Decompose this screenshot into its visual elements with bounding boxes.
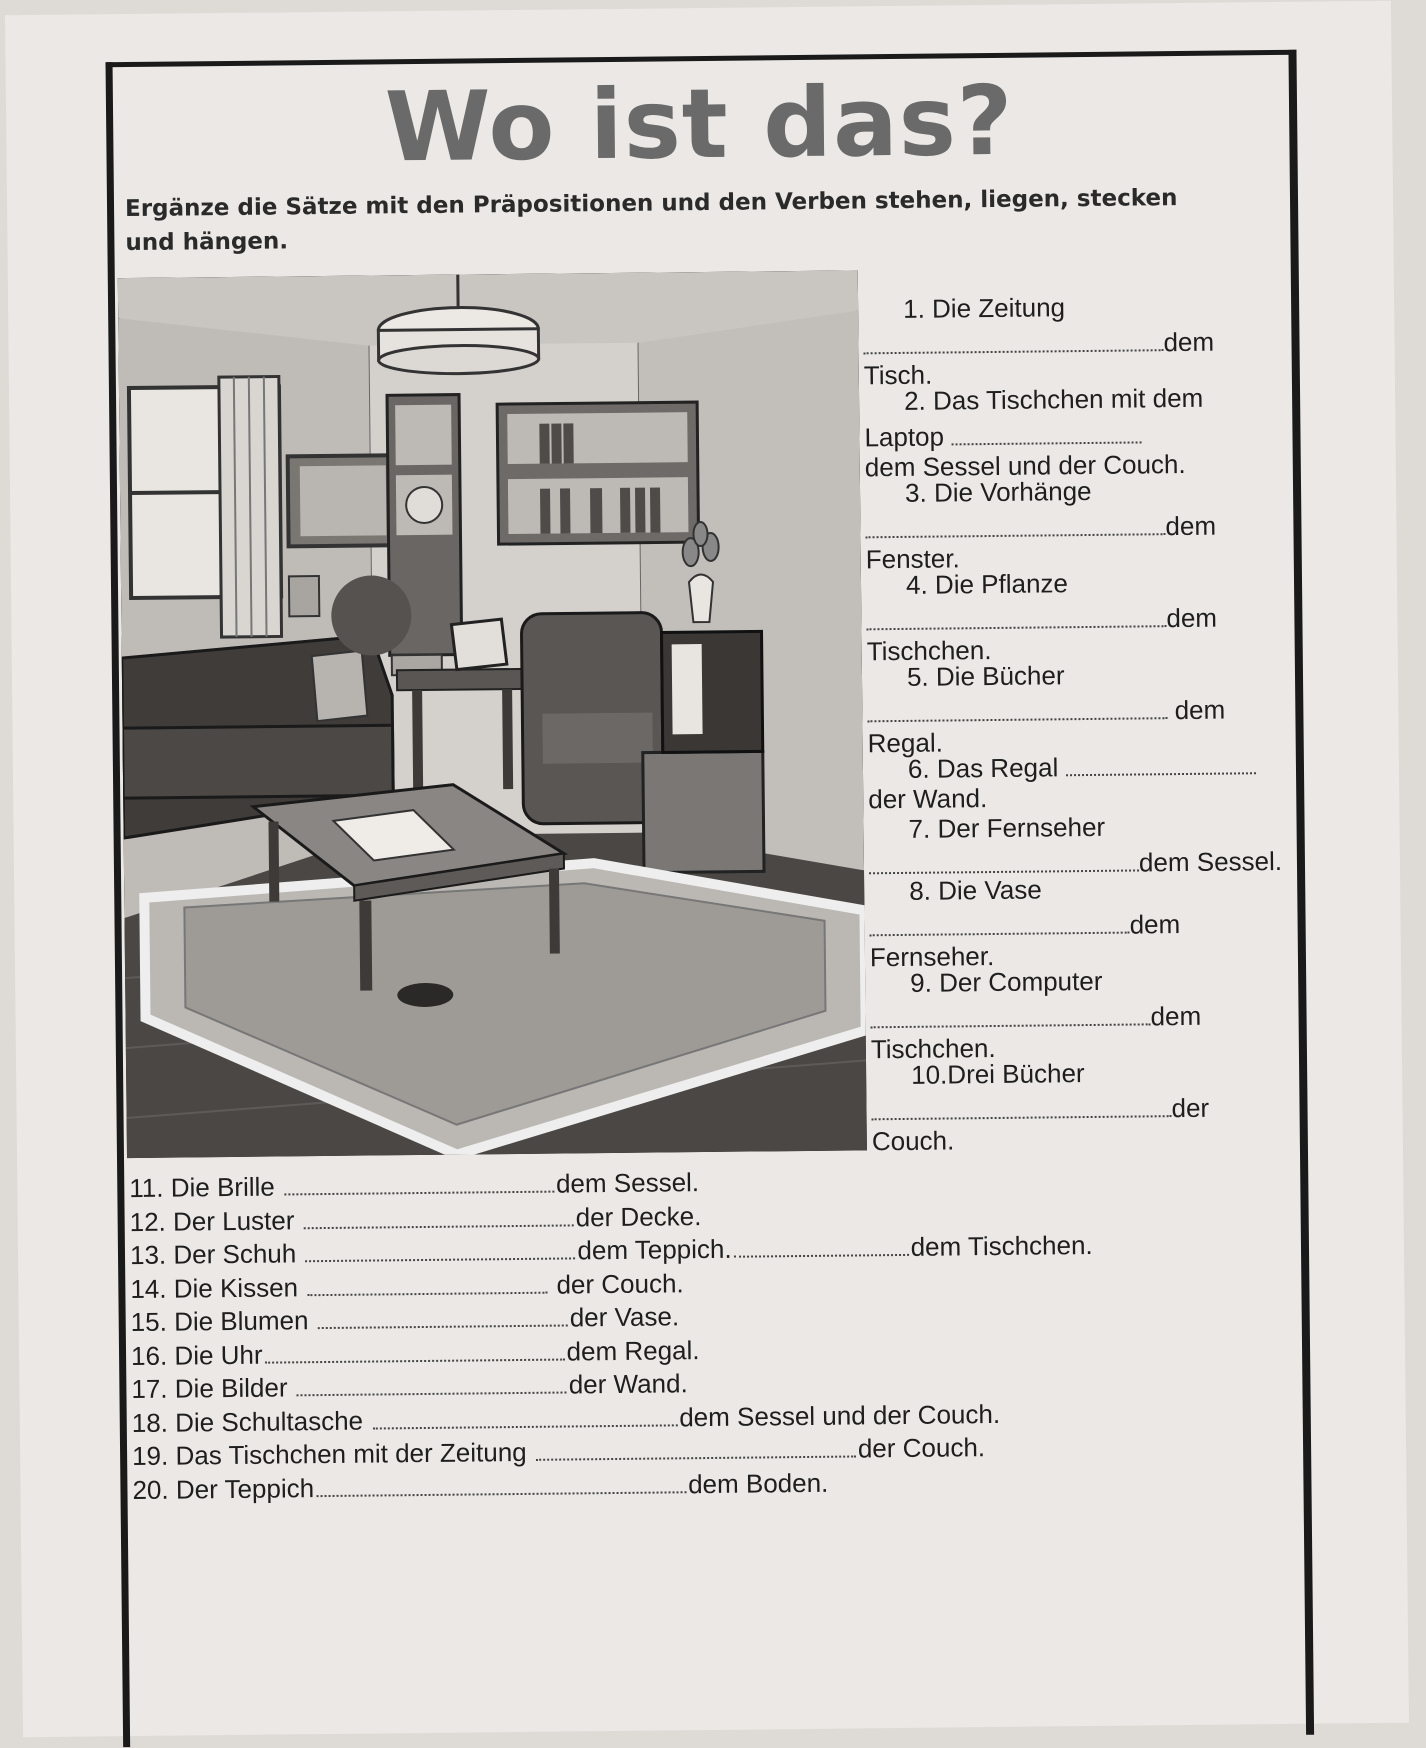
item-preposition-object: dem	[1150, 1001, 1201, 1032]
item-ending: Tischchen.	[867, 631, 1337, 666]
answer-blank[interactable]	[318, 1306, 568, 1329]
item-ending: dem Teppich.	[577, 1234, 731, 1266]
answer-blank[interactable]	[865, 515, 1165, 538]
item-number: 14.	[130, 1273, 166, 1303]
answer-blank[interactable]	[316, 1473, 686, 1497]
exercise-item	[864, 381, 1335, 478]
item-ending: dem Regal.	[566, 1335, 699, 1366]
item-number: 1.	[903, 294, 925, 324]
item-subject: Das Tischchen mit der Zeitung	[175, 1437, 526, 1471]
item-subject: Das Tischchen mit dem	[933, 383, 1204, 416]
item-ending: der Decke.	[575, 1201, 701, 1232]
item-subject: Die Schultasche	[175, 1405, 363, 1437]
item-number: 5.	[907, 662, 929, 692]
answer-blank[interactable]	[870, 1005, 1150, 1028]
answer-blank[interactable]	[734, 1236, 909, 1258]
item-number: 9.	[910, 968, 932, 998]
item-preposition-object: dem	[1174, 695, 1225, 726]
answer-blank[interactable]	[305, 1239, 575, 1262]
item-continuation: Laptop	[864, 421, 944, 452]
item-subject: Die Vorhänge	[934, 476, 1092, 508]
item-subject: Die Kissen	[174, 1272, 299, 1303]
answer-blank[interactable]	[304, 1206, 574, 1229]
item-subject: Die Brille	[171, 1172, 275, 1203]
item-preposition-object: dem Sessel.	[1139, 846, 1282, 877]
answer-blank[interactable]	[372, 1406, 677, 1429]
item-ending: Regal.	[868, 723, 1338, 758]
exercise-item	[870, 963, 1341, 1060]
exercise-list-bottom	[129, 1161, 1172, 1507]
item-number: 16.	[131, 1340, 167, 1370]
exercise-item	[868, 809, 1339, 876]
item-number: 7.	[908, 814, 930, 844]
item-number: 3.	[905, 478, 927, 508]
answer-blank[interactable]	[863, 331, 1163, 354]
item-ending: Tischchen.	[871, 1029, 1341, 1064]
answer-blank[interactable]	[867, 699, 1167, 722]
item-preposition-object: dem	[1163, 327, 1214, 358]
item-number: 18.	[132, 1407, 168, 1437]
item-ending: Fernseher.	[870, 937, 1340, 972]
item-subject: Die Bücher	[936, 660, 1065, 691]
exercise-item	[869, 871, 1340, 968]
item-ending: Tisch.	[864, 355, 1334, 390]
exercise-item	[863, 289, 1334, 386]
answer-blank[interactable]	[951, 423, 1141, 445]
item-subject: Die Pflanze	[935, 568, 1068, 599]
answer-blank[interactable]	[307, 1273, 547, 1296]
item-ending-extra: dem Tischchen.	[910, 1230, 1092, 1262]
answer-blank[interactable]	[870, 914, 1130, 937]
item-ending: der Couch.	[556, 1268, 683, 1299]
item-ending: Couch.	[872, 1121, 1342, 1156]
item-ending: dem Boden.	[688, 1467, 829, 1498]
exercise-list-right	[863, 289, 1342, 1152]
item-number: 6.	[908, 754, 930, 784]
item-ending: der Couch.	[858, 1432, 985, 1463]
item-ending: Fenster.	[866, 539, 1336, 574]
item-ending: dem Sessel.	[556, 1167, 699, 1198]
item-number: 4.	[906, 570, 928, 600]
item-subject: Die Uhr	[174, 1339, 262, 1370]
item-subject: Die Blumen	[174, 1305, 309, 1336]
item-subject: Die Zeitung	[932, 292, 1065, 323]
item-subject: Der Schuh	[173, 1238, 296, 1269]
answer-blank[interactable]	[871, 1097, 1171, 1120]
item-ending: der Wand.	[868, 779, 1338, 814]
worksheet-page	[5, 1, 1409, 1737]
exercise-item	[865, 473, 1336, 570]
instruction-text: Ergänze die Sätze mit den Präpositionen und den Verben stehen, liegen, stecken und hängen.	[125, 181, 1186, 260]
exercise-item	[867, 657, 1338, 754]
item-ending: dem Sessel und der Couch.	[865, 447, 1335, 482]
item-number: 12.	[130, 1206, 166, 1236]
answer-blank[interactable]	[297, 1373, 567, 1396]
answer-blank[interactable]	[264, 1340, 564, 1363]
item-number: 19.	[132, 1441, 168, 1471]
living-room-illustration	[118, 270, 867, 1158]
answer-blank[interactable]	[536, 1437, 856, 1460]
answer-blank[interactable]	[1065, 754, 1255, 776]
item-subject: Der Computer	[939, 966, 1103, 998]
worksheet-title: Wo ist das?	[6, 61, 1393, 188]
item-number: 17.	[131, 1374, 167, 1404]
item-number: 15.	[131, 1307, 167, 1337]
item-number: 2.	[904, 386, 926, 416]
item-preposition-object: dem	[1166, 603, 1217, 634]
item-subject: Der Luster	[173, 1205, 295, 1236]
item-ending: dem Sessel und der Couch.	[679, 1398, 1000, 1431]
item-number: 20.	[132, 1474, 168, 1504]
item-preposition-object: der	[1171, 1093, 1209, 1123]
item-subject: Die Bilder	[175, 1372, 288, 1403]
exercise-item	[866, 565, 1337, 662]
item-subject: Drei Bücher	[947, 1058, 1085, 1089]
item-ending: der Wand.	[569, 1368, 688, 1399]
item-subject: Der Fernseher	[937, 812, 1105, 844]
item-subject: Der Teppich	[176, 1473, 315, 1504]
item-number: 13.	[130, 1240, 166, 1270]
item-ending: der Vase.	[570, 1301, 680, 1332]
item-subject: Die Vase	[938, 874, 1042, 905]
item-preposition-object: dem	[1165, 511, 1216, 542]
item-number: 11.	[129, 1173, 164, 1203]
answer-blank[interactable]	[866, 607, 1166, 630]
answer-blank[interactable]	[284, 1173, 554, 1196]
item-number: 8.	[909, 876, 931, 906]
answer-blank[interactable]	[869, 851, 1139, 874]
item-preposition-object: dem	[1129, 909, 1180, 940]
item-subject: Das Regal	[937, 752, 1059, 783]
exercise-item	[871, 1055, 1342, 1152]
exercise-item	[868, 749, 1339, 814]
item-number: 10.	[911, 1059, 947, 1089]
